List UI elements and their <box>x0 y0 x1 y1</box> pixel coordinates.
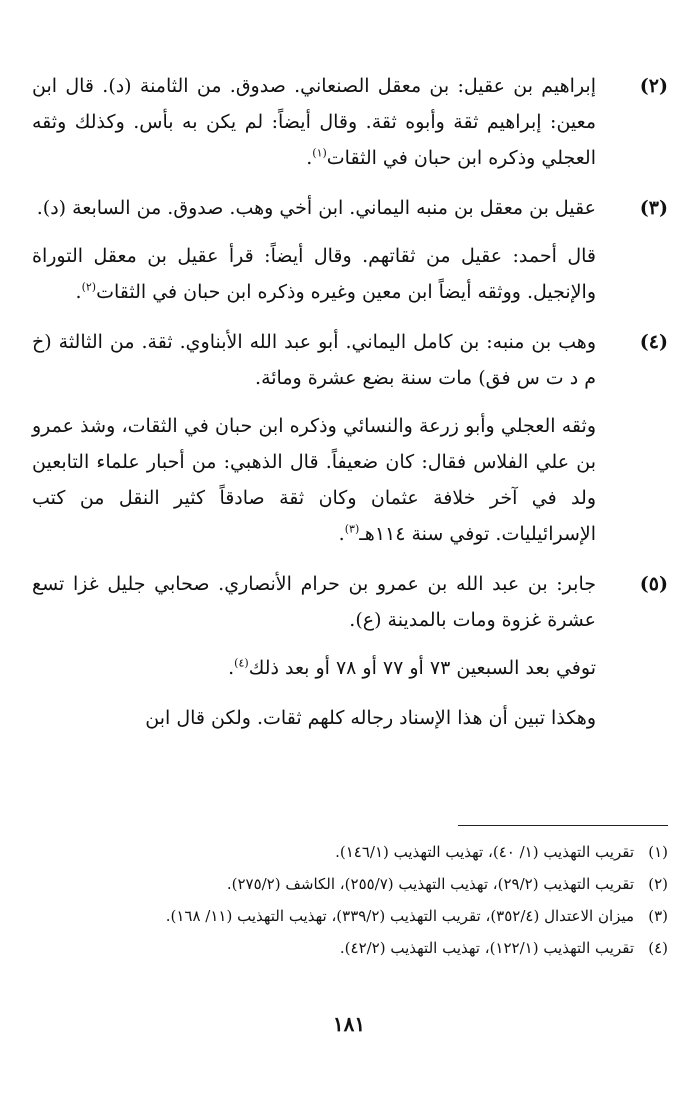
paragraph-text: وهب بن منبه: بن كامل اليماني. أبو عبد الله الأبناوي. ثقة. من الثالثة (خ م د ت س فق) مات سنة بضع عشرة ومائة. <box>32 331 596 389</box>
footnote-item <box>0 902 698 930</box>
footnote-text: ميزان الاعتدال (٣٥٢/٤)، تقريب التهذيب (٣٣٩/٢)، تهذيب التهذيب (١١/ ١٦٨). <box>165 907 634 925</box>
paragraph-text: جابر: بن عبد الله بن عمرو بن حرام الأنصاري. صحابي جليل غزا تسع عشرة غزوة ومات بالمدينة (ع). <box>32 573 596 631</box>
paragraph-text: قال أحمد: عقيل من ثقاتهم. وقال أيضاً: قرأ عقيل بن معقل التوراة والإنجيل. ووثقه أيضاً ابن معين وغيره وذكره ابن حبان في الثقات <box>32 245 596 303</box>
paragraph-end: . <box>306 147 313 169</box>
entry-paragraph <box>32 68 596 176</box>
paragraph-text: وثقه العجلي وأبو زرعة والنسائي وذكره ابن حبان في الثقات، وشذ عمرو بن علي الفلاس فقال: كان ضعيفاً. قال الذهبي: من أحبار علماء التابعين ولد في آخر خلافة عثمان وكان ثقة صادقاً كثير النقل من كتب الإسرائيليات. توفي سنة ١١٤هـ <box>32 415 596 545</box>
entry-number: (٣) <box>639 197 668 219</box>
entry-paragraph <box>32 324 596 396</box>
footnote-ref[interactable]: (٣) <box>344 522 360 536</box>
footnote-number: (٤) <box>648 939 668 957</box>
footnote-number: (٢) <box>648 875 668 893</box>
footnote-number: (٣) <box>648 907 668 925</box>
footnote-number: (١) <box>648 843 668 861</box>
footnotes <box>0 838 698 966</box>
paragraph-end: . <box>338 523 345 545</box>
entry-number: (٢) <box>639 75 668 97</box>
footnote-ref[interactable]: (١) <box>312 146 327 160</box>
footnote-text: تقريب التهذيب (١/ ٤٠)، تهذيب التهذيب (١٤٦/١). <box>335 843 634 861</box>
entry-number: (٥) <box>639 573 668 595</box>
page-number: ١٨١ <box>332 1012 366 1036</box>
paragraph-text: إبراهيم بن عقيل: بن معقل الصنعاني. صدوق. من الثامنة (د). قال ابن معين: إبراهيم ثقة وأبوه ثقة. وقال أيضاً: لم يكن به بأس. وكذلك وثقه العجلي وذكره ابن حبان في الثقات <box>32 75 596 169</box>
footnote-text: تقريب التهذيب (١٢٢/١)، تهذيب التهذيب (٤٢/٢). <box>339 939 634 957</box>
paragraph-end: . <box>75 281 82 303</box>
footnote-item <box>0 870 698 898</box>
entry-paragraph <box>32 190 596 226</box>
entry-number: (٤) <box>639 331 668 353</box>
footnote-ref[interactable]: (٢) <box>81 280 97 294</box>
footnote-item <box>0 838 698 866</box>
footnote-item <box>0 934 698 962</box>
entry-paragraph <box>32 650 596 686</box>
paragraph-end: . <box>228 657 235 679</box>
footnote-ref[interactable]: (٤) <box>234 656 249 670</box>
footnote-divider <box>458 825 668 826</box>
entry-paragraph <box>32 566 596 638</box>
narrator-entry <box>0 190 698 310</box>
narrator-entry <box>0 566 698 686</box>
footnote-text: تقريب التهذيب (٢٩/٢)، تهذيب التهذيب (٢٥٥/٧)، الكاشف (٢٧٥/٢). <box>226 875 634 893</box>
continuation-paragraph: وهكذا تبين أن هذا الإسناد رجاله كلهم ثقات. ولكن قال ابن <box>145 707 596 729</box>
paragraph-text: عقيل بن معقل بن منبه اليماني. ابن أخي وهب. صدوق. من السابعة (د). <box>36 197 596 219</box>
paragraph-text: توفي بعد السبعين ٧٣ أو ٧٧ أو ٧٨ أو بعد ذلك <box>248 657 596 679</box>
entry-paragraph <box>32 408 596 552</box>
narrator-entry <box>0 324 698 552</box>
narrator-entry <box>0 68 698 176</box>
main-text <box>0 68 698 736</box>
entry-paragraph <box>32 238 596 310</box>
